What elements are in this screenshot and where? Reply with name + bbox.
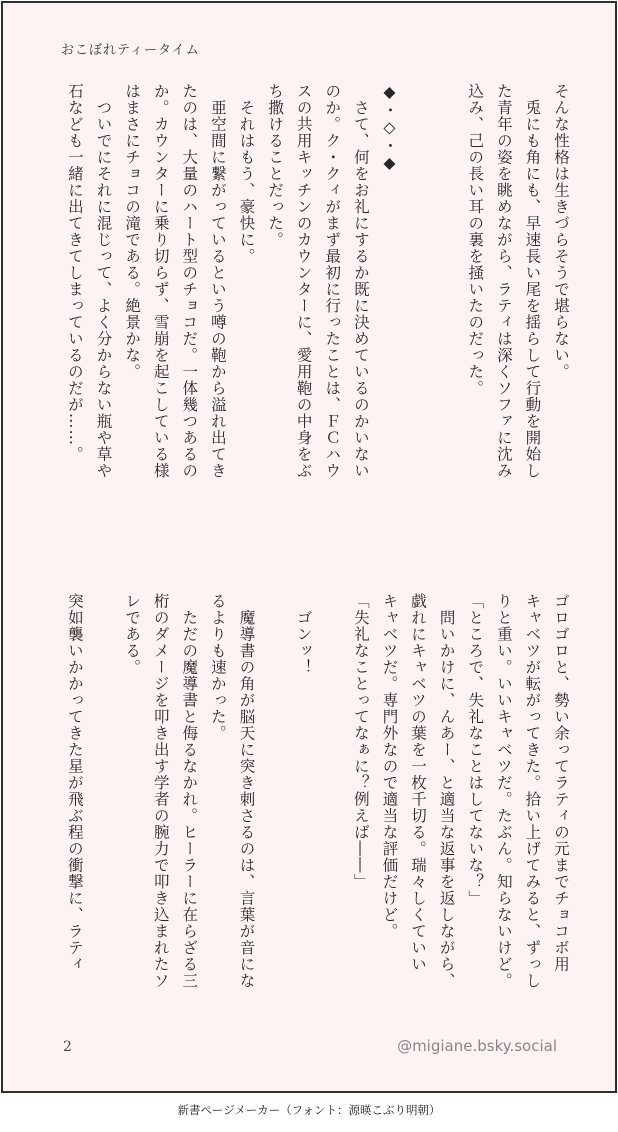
text-line: ゴンッ！	[294, 593, 313, 676]
text-line	[89, 593, 118, 1055]
text-line: キャベツが転がってきた。拾い上げてみると、ずっし	[523, 593, 542, 989]
text-line: スの共用キッチンのカウンターに、愛用鞄の中身をぶ	[294, 83, 313, 479]
lower-text-block	[60, 593, 575, 1055]
text-line: 戯れにキャベツの葉を一枚千切る。瑞々しくていい	[409, 593, 428, 973]
text-line: はまさにチョコの滝である。絶景かな。	[123, 83, 142, 380]
text-line: 問いかけに、んあー、と適当な返事を返しながら、	[437, 593, 456, 989]
text-line: レである。	[123, 593, 142, 676]
text-line: 「ところで、失礼なことはしてないな？」	[466, 593, 485, 907]
text-line: ち撒けることだった。	[266, 83, 285, 248]
text-line: キャベツだ。専門外なので適当な評価だけど。	[380, 593, 399, 940]
text-line	[432, 83, 461, 545]
text-line: るよりも速かった。	[208, 593, 227, 742]
text-line: のか。ク・クィがまず最初に行ったことは、ＦＣハウ	[323, 83, 342, 479]
book-page	[1, 1, 617, 1093]
author-handle: @migiane.bsky.social	[397, 1037, 557, 1055]
text-line	[318, 593, 347, 1055]
text-line: た青年の姿を眺めながら、ラティは深くソファに沈み	[494, 83, 513, 479]
text-line: ただの魔導書と侮るなかれ。ヒーラーに在らざる三	[180, 593, 199, 989]
text-line	[260, 593, 289, 1055]
text-line: それはもう、豪快に。	[237, 83, 256, 265]
text-line: 桁のダメージを叩き出す学者の腕力で叩き込まれたソ	[151, 593, 170, 989]
text-line: 兎にも角にも、早速長い尾を揺らして行動を開始し	[523, 83, 542, 479]
text-line: りと重い。いいキャベツだ。たぶん。知らないけど。	[494, 593, 513, 989]
text-line: か。カウンターに乗り切らず、雪崩を起こしている様	[151, 83, 170, 479]
text-line: そんな性格は生きづらそうで堪らない。	[552, 83, 570, 380]
text-line: たのは、大量のハート型のチョコだ。一体幾つあるの	[180, 83, 199, 479]
text-line: 石なども一緒に出てきてしまっているのだが……。	[65, 83, 84, 463]
text-line: さて、何をお礼にするか既に決めているのかいない	[351, 83, 370, 479]
text-line: ゴロゴロと、勢い余ってラティの元までチョコボ用	[552, 593, 570, 973]
text-line: ついでにそれに混じって、よく分からない瓶や草や	[94, 83, 113, 479]
text-line: 亜空間に繋がっているという噂の鞄から溢れ出てき	[208, 83, 227, 479]
upper-text-block	[60, 83, 575, 545]
page-number: 2	[63, 1039, 72, 1055]
text-line: ◆・◇・◆	[380, 83, 399, 173]
text-line	[403, 83, 432, 545]
text-line: 込み、己の長い耳の裏を掻いたのだった。	[466, 83, 485, 397]
text-line: 突如襲いかかってきた星が飛ぶ程の衝撃に、ラティ	[65, 593, 84, 973]
generator-caption: 新書ページメーカー（フォント：源暎こぶり明朝）	[177, 1103, 441, 1117]
running-header-title: おこぼれティータイム	[61, 43, 200, 58]
text-line: 魔導書の角が脳天に突き刺さるのは、言葉が音にな	[237, 593, 256, 989]
text-line: 「失礼なことってなぁに？例えば――」	[351, 593, 370, 890]
